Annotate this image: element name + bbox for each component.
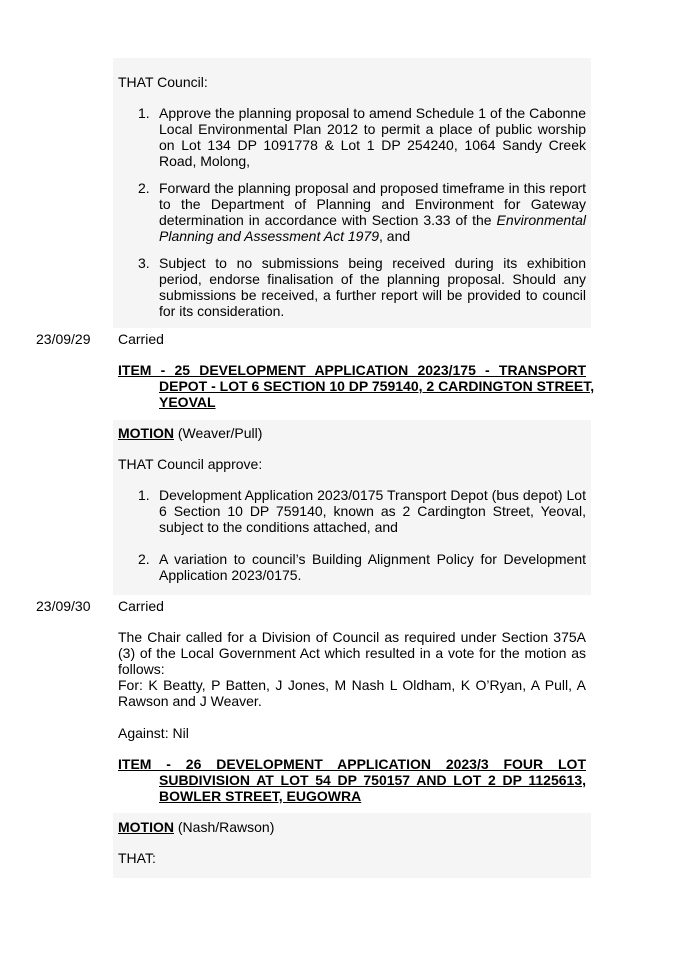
item-25-motion (118, 425, 262, 441)
list-item-number: 1. (138, 105, 150, 121)
item-26-heading-line-3: BOWLER STREET, EUGOWRA (159, 788, 362, 804)
list-item-number: 1. (138, 487, 150, 503)
resolution-status-1: Carried (118, 331, 164, 347)
item-26-motion (118, 819, 274, 835)
list-item-number: 2. (138, 551, 150, 567)
list-item (118, 487, 586, 535)
block1-list (118, 105, 586, 319)
list-item-text: Approve the planning proposal to amend Schedule 1 of the Cabonne Local Environmental Plan 2012 to permit a place of public worship on Lot 134 DP 1091778 & Lot 1 DP 254240, 1064 Sandy Creek Road, Molong, (159, 105, 586, 169)
vote-against: Against: Nil (118, 725, 189, 741)
item-26-heading (118, 756, 586, 804)
list-item (118, 255, 586, 319)
item-25-heading-line-2: DEPOT - LOT 6 SECTION 10 DP 759140, 2 CARDINGTON STREET, (159, 378, 595, 394)
list-item (118, 105, 586, 169)
list-item (118, 551, 586, 583)
list-item (118, 180, 586, 244)
list-item-text: Development Application 2023/0175 Transport Depot (bus depot) Lot 6 Section 10 DP 759140, known as 2 Cardington Street, Yeoval, subject to the conditions attached, and (159, 487, 586, 535)
motion-movers: (Nash/Rawson) (177, 819, 275, 835)
act-title: Environmental Planning and Assessment Act 1979 (159, 212, 586, 244)
list-item-number: 2. (138, 180, 150, 196)
item-25-heading-line-1: ITEM - 25 DEVELOPMENT APPLICATION 2023/175 - TRANSPORT (118, 362, 586, 378)
item-26-intro: THAT: (118, 850, 156, 866)
item-25-list (118, 487, 586, 583)
motion-movers: (Weaver/Pull) (177, 425, 263, 441)
block1-intro: THAT Council: (118, 74, 208, 90)
division-paragraph: The Chair called for a Division of Council as required under Section 375A (3) of the Local Government Act which resulted in a vote for the motion as follows: (118, 629, 586, 677)
list-item-text: A variation to council’s Building Alignment Policy for Development Application 2023/0175. (159, 551, 586, 583)
resolution-ref-2: 23/09/30 (36, 598, 91, 614)
item-25-intro: THAT Council approve: (118, 456, 263, 472)
item-25-heading-line-3: YEOVAL (159, 394, 216, 410)
list-item-number: 3. (138, 255, 150, 271)
item-25-heading (118, 362, 595, 410)
list-item-text: Subject to no submissions being received during its exhibition period, endorse finalisation of the planning proposal. Should any submissions be received, a further report will be provided to council for its consideration. (159, 255, 586, 319)
vote-for-paragraph: For: K Beatty, P Batten, J Jones, M Nash L Oldham, K O’Ryan, A Pull, A Rawson and J Weaver. (118, 677, 586, 709)
list-item-text-pre: Forward the planning proposal and proposed timeframe in this report to the Department of Planning and Environment for Gateway determination in accordance with Section 3.33 of the (159, 180, 586, 228)
resolution-status-2: Carried (118, 598, 164, 614)
item-26-heading-line-2: SUBDIVISION AT LOT 54 DP 750157 AND LOT 2 DP 1125613, (159, 772, 586, 788)
motion-label: MOTION (118, 425, 174, 441)
list-item-text-post: , and (379, 228, 411, 244)
item-26-heading-line-1: ITEM - 26 DEVELOPMENT APPLICATION 2023/3 FOUR LOT (118, 756, 586, 772)
resolution-ref-1: 23/09/29 (36, 331, 91, 347)
motion-label: MOTION (118, 819, 174, 835)
list-item-text (159, 180, 586, 244)
